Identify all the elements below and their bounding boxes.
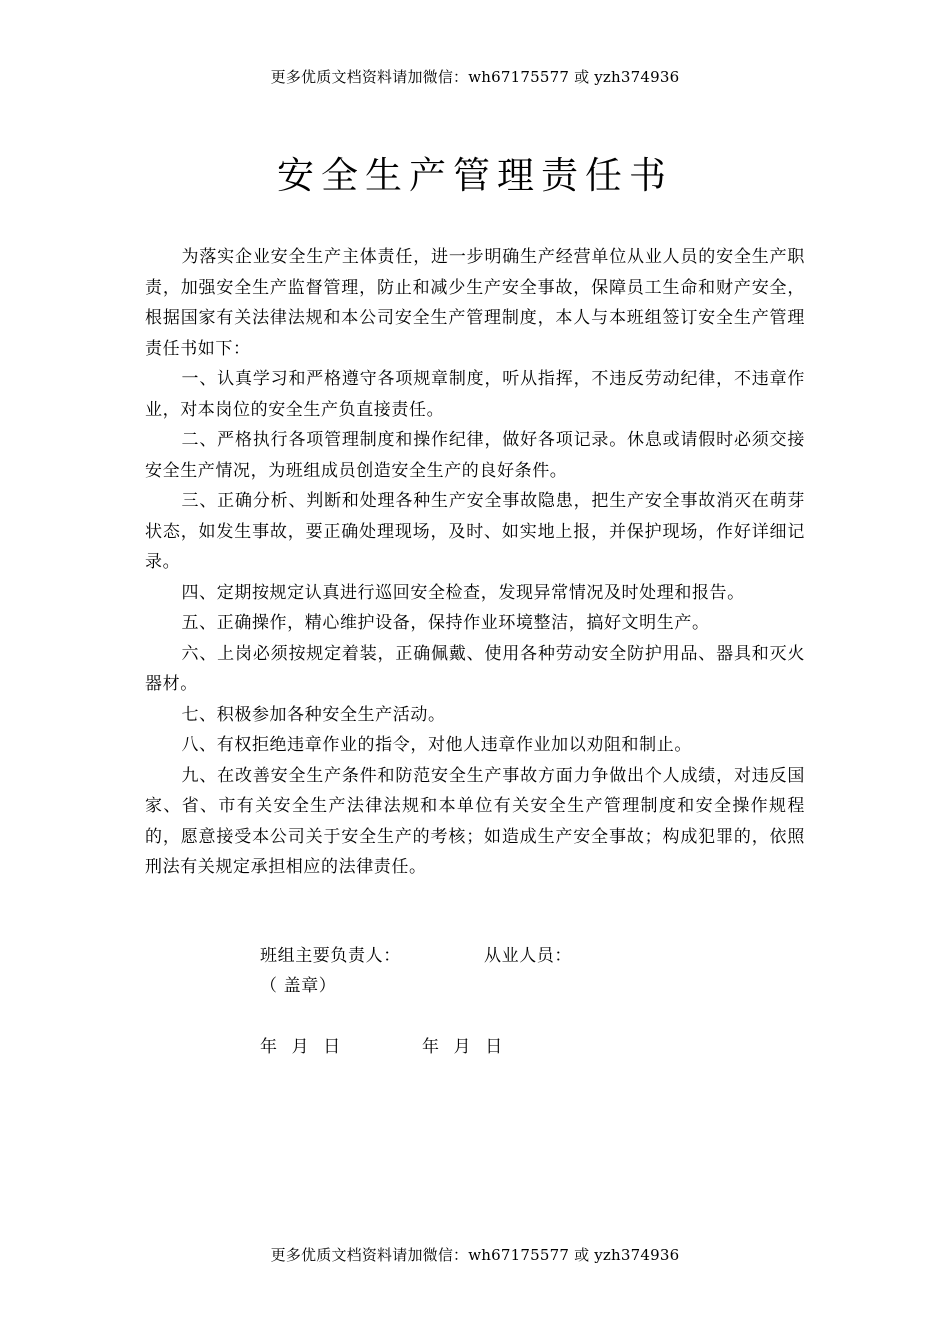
clause-7: 七、积极参加各种安全生产活动。 xyxy=(181,704,446,725)
date-month: 月 xyxy=(291,1037,310,1057)
employee-date xyxy=(422,1032,503,1062)
signature-block xyxy=(260,941,780,1062)
clause-5: 五、正确操作，精心维护设备，保持作业环境整洁，搞好文明生产。 xyxy=(181,613,710,633)
clause-8: 八、有权拒绝违章作业的指令，对他人违章作业加以劝阻和制止。 xyxy=(181,735,692,755)
date-day: 日 xyxy=(485,1037,503,1057)
clause-1: 一、认真学习和严格遵守各项规章制度，听从指挥，不违反劳动纪律，不违章作业，对本岗位的安全生产负直接责任。 xyxy=(145,369,805,420)
team-leader-label: 班组主要负责人： xyxy=(260,946,401,966)
page-header-note: 更多优质文档资料请加微信：wh67175577 或 yzh374936 xyxy=(270,68,680,86)
clause-2: 二、严格执行各项管理制度和操作纪律，做好各项记录。休息或请假时必须交接安全生产情况，为班组成员创造安全生产的良好条件。 xyxy=(145,430,805,481)
team-leader-date xyxy=(260,1032,341,1062)
date-year: 年 xyxy=(260,1037,278,1057)
clause-9: 九、在改善安全生产条件和防范安全生产事故方面力争做出个人成绩，对违反国家、省、市有关安全生产法律法规和本单位有关安全生产管理制度和安全操作规程的，愿意接受本公司关于安全生产的考核；如造成生产安全事故；构成犯罪的，依照刑法有关规定承担相应的法律责任。 xyxy=(145,765,805,877)
date-row xyxy=(260,1032,780,1062)
clause-4: 四、定期按规定认真进行巡回安全检查，发现异常情况及时处理和报告。 xyxy=(181,582,745,603)
intro-paragraph: 为落实企业安全生产主体责任，进一步明确生产经营单位从业人员的安全生产职责，加强安全生产监督管理，防止和减少生产安全事故，保障员工生命和财产安全，根据国家有关法律法规和本公司安全生产管理制度，本人与本班组签订安全生产管理责任书如下： xyxy=(145,247,805,359)
date-year: 年 xyxy=(422,1037,440,1057)
signature-labels-row xyxy=(260,941,780,971)
date-month: 月 xyxy=(453,1037,472,1057)
seal-row xyxy=(260,971,780,1001)
date-day: 日 xyxy=(323,1037,341,1057)
employee-label: 从业人员： xyxy=(484,946,572,966)
document-title: 安全生产管理责任书 xyxy=(277,153,673,197)
document-body xyxy=(145,242,805,883)
clause-3: 三、正确分析、判断和处理各种生产安全事故隐患，把生产安全事故消灭在萌芽状态，如发生事故，要正确处理现场，及时、如实地上报，并保护现场，作好详细记录。 xyxy=(145,491,805,572)
clause-6: 六、上岗必须按规定着装，正确佩戴、使用各种劳动安全防护用品、器具和灭火器材。 xyxy=(145,643,805,694)
page-footer-note: 更多优质文档资料请加微信：wh67175577 或 yzh374936 xyxy=(270,1246,680,1264)
seal-note: （ 盖章） xyxy=(260,976,337,996)
